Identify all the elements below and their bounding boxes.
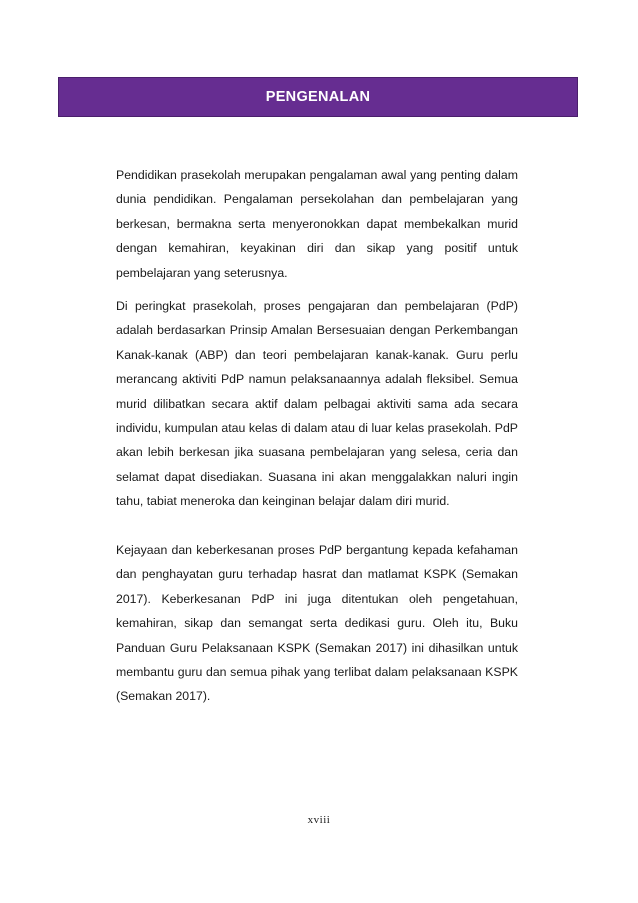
paragraph-text: Di peringkat prasekolah, proses pengajaran dan pembelajaran (PdP) adalah berdasarkan Prinsip Amalan Bersesuaian dengan Perkembangan Kanak-kanak (ABP) dan teori pembelajaran kanak-kanak. Guru perlu merancang aktiviti PdP namun pelaksanaannya adalah fleksibel. Semua murid dilibatkan secara aktif dalam pelbagai aktiviti sama ada secara individu, kumpulan atau kelas di dalam atau di luar kelas prasekolah. PdP akan lebih berkesan jika suasana pembelajaran yang selesa, ceria dan selamat dapat disediakan. Suasana ini akan menggalakkan naluri ingin tahu, tabiat meneroka dan keinginan belajar dalam diri murid. xyxy=(116,299,518,509)
section-title: PENGENALAN xyxy=(265,89,371,105)
paragraph-text: Pendidikan prasekolah merupakan pengalaman awal yang penting dalam dunia pendidikan. Pengalaman persekolahan dan pembelajaran yang berkesan, bermakna serta menyeronokkan dapat membekalkan murid dengan kemahiran, keyakinan diri dan sikap yang positif untuk pembelajaran yang seterusnya. xyxy=(116,168,518,280)
paragraph-1 xyxy=(116,163,518,285)
paragraph-text: Kejayaan dan keberkesanan proses PdP bergantung kepada kefahaman dan penghayatan guru terhadap hasrat dan matlamat KSPK (Semakan 2017). Keberkesanan PdP ini juga ditentukan oleh pengetahuan, kemahiran, sikap dan semangat serta dedikasi guru. Oleh itu, Buku Panduan Guru Pelaksanaan KSPK (Semakan 2017) ini dihasilkan untuk membantu guru dan semua pihak yang terlibat dalam pelaksanaan KSPK (Semakan 2017). xyxy=(116,543,518,704)
paragraph-2 xyxy=(116,294,518,514)
section-title-banner xyxy=(58,77,578,117)
paragraph-3 xyxy=(116,538,518,709)
page-number: xviii xyxy=(307,814,331,826)
